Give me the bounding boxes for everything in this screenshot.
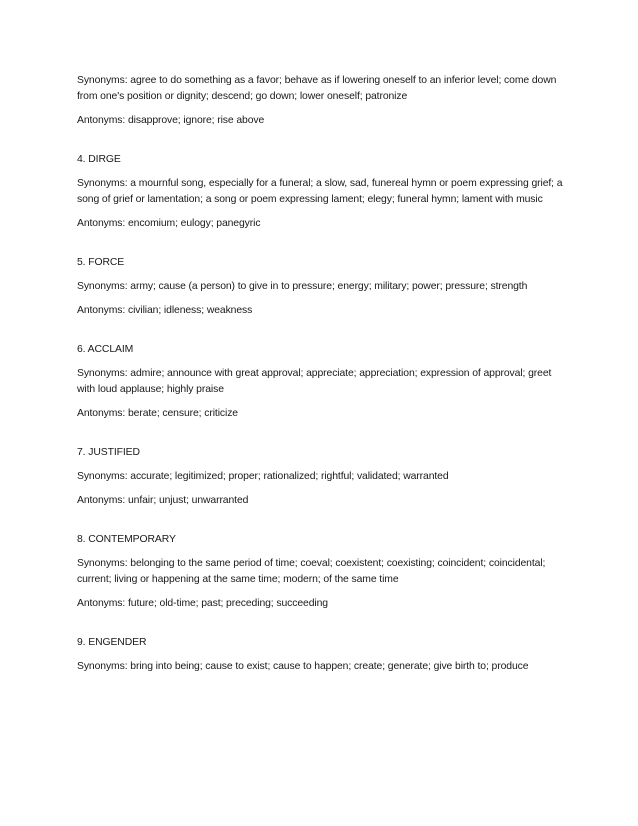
entry-heading: 8. CONTEMPORARY bbox=[77, 534, 176, 545]
entry-heading: 9. ENGENDER bbox=[77, 637, 147, 648]
synonyms-text: Synonyms: admire; announce with great approval; appreciate; appreciation; expression of approval; greet with loud applause; highly praise bbox=[77, 368, 552, 395]
entry-heading: 6. ACCLAIM bbox=[77, 344, 134, 355]
synonyms-text: Synonyms: bring into being; cause to exist; cause to happen; create; generate; give birth to; produce bbox=[77, 661, 529, 672]
antonyms-text: Antonyms: disapprove; ignore; rise above bbox=[77, 115, 265, 126]
entry-heading: 5. FORCE bbox=[77, 257, 125, 268]
antonyms-text: Antonyms: encomium; eulogy; panegyric bbox=[77, 218, 261, 229]
synonyms-text: Synonyms: army; cause (a person) to give in to pressure; energy; military; power; pressure; strength bbox=[77, 281, 528, 292]
antonyms-text: Antonyms: civilian; idleness; weakness bbox=[77, 305, 253, 316]
synonyms-text: Synonyms: belonging to the same period of time; coeval; coexistent; coexisting; coincident; coincidental; current; living or happening at the same time; modern; of the same time bbox=[77, 558, 546, 585]
entry-heading: 4. DIRGE bbox=[77, 154, 121, 165]
document-body bbox=[77, 73, 567, 675]
synonyms-text: Synonyms: agree to do something as a favor; behave as if lowering oneself to an inferior level; come down from one's position or dignity; descend; go down; lower oneself; patronize bbox=[77, 75, 557, 102]
antonyms-text: Antonyms: berate; censure; criticize bbox=[77, 408, 238, 419]
entry-heading: 7. JUSTIFIED bbox=[77, 447, 140, 458]
antonyms-text: Antonyms: unfair; unjust; unwarranted bbox=[77, 495, 249, 506]
antonyms-text: Antonyms: future; old-time; past; preceding; succeeding bbox=[77, 598, 328, 609]
synonyms-text: Synonyms: accurate; legitimized; proper; rationalized; rightful; validated; warranted bbox=[77, 471, 449, 482]
synonyms-text: Synonyms: a mournful song, especially for a funeral; a slow, sad, funereal hymn or poem expressing grief; a song of grief or lamentation; a song or poem expressing lament; elegy; funeral hymn; lament with music bbox=[77, 178, 563, 205]
